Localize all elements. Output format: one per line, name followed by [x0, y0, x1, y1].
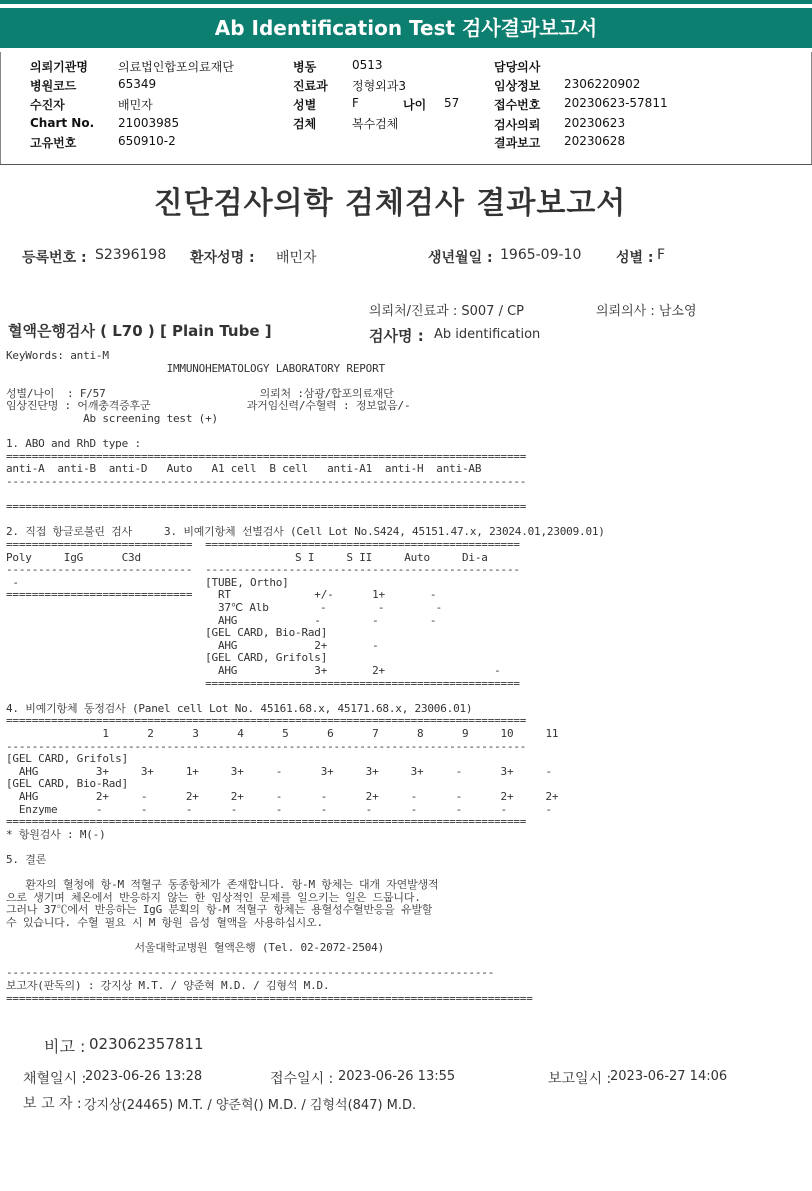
report-body: [6, 350, 806, 1010]
report-body-line: IMMUNOHEMATOLOGY LABORATORY REPORT: [6, 362, 385, 375]
report-body-line: 성별/나이 : F/57 의뢰처 :삼광/합포의료재단: [6, 387, 394, 400]
sex-value: F: [657, 247, 666, 263]
report-body-line: AHG 2+ -: [6, 639, 379, 652]
header-value: 2306220902: [564, 77, 641, 91]
patient-name-value: 배민자: [276, 250, 317, 266]
collection-time-value: 2023-06-26 13:28: [85, 1069, 203, 1084]
report-body-line: AHG 2+ - 2+ 2+ - - 2+ - - 2+ 2+: [6, 791, 559, 803]
report-body-line: ----------------------------------------------------------------------------: [6, 967, 495, 980]
report-body-line: 1. ABO and RhD type :: [6, 438, 141, 451]
birthdate-value: 1965-09-10: [500, 247, 582, 263]
report-body-line: ============================= RT +/- 1+ -: [6, 589, 437, 602]
header-label: 의뢰기관명: [30, 60, 88, 74]
report-body-line: ==================================================================================: [6, 992, 533, 1005]
remark-label: 비고 :: [44, 1037, 86, 1056]
header-value: 복수검체: [352, 117, 399, 131]
top-accent-rule: [0, 0, 812, 4]
document-heading: 진단검사의학 검체검사 결과보고서: [153, 186, 627, 221]
report-body-line: 37℃ Alb - - -: [6, 602, 443, 614]
ordering-doctor-line: 의뢰의사 : 남소영: [596, 304, 697, 319]
report-body-line: 4. 비예기항체 동정검사 (Panel cell Lot No. 45161.68.x, 45171.68.x, 23006.01): [6, 702, 473, 715]
header-label: 진료과: [293, 79, 328, 93]
report-body-line: KeyWords: anti-M: [6, 350, 109, 362]
header-value: 20230623: [564, 116, 626, 130]
report-body-line: ============================= =================================================: [6, 539, 520, 551]
header-value: 의료법인합포의료재단: [118, 60, 234, 74]
header-value: 57: [444, 96, 460, 110]
header-value: 0513: [352, 58, 383, 72]
report-body-line: 수 있습니다. 수혈 필요 시 M 항원 음성 혈액을 사용하십시오.: [6, 917, 323, 929]
report-body-line: 5. 결론: [6, 854, 47, 866]
header-label: 담당의사: [494, 60, 541, 74]
report-title-bar: [0, 8, 812, 48]
test-name-value: Ab identification: [434, 327, 541, 342]
report-body-line: 환자의 혈청에 항-M 적혈구 동종항체가 존재합니다. 항-M 항체는 대개 자연발생적: [6, 879, 439, 892]
reporter-label: 보 고 자 :: [23, 1096, 82, 1112]
report-body-line: 1 2 3 4 5 6 7 8 9 10 11: [6, 728, 559, 740]
header-label: Chart No.: [30, 116, 95, 130]
report-body-line: ----------------------------- -------------------------------------------------: [6, 564, 520, 577]
report-body-line: [GEL CARD, Bio-Rad]: [6, 627, 328, 640]
report-body-line: 으로 생기며 체온에서 반응하지 않는 한 임상적인 문제를 일으키는 일은 드뭅니다.: [6, 891, 421, 904]
report-body-line: 임상진단명 : 어깨충격증후군 과거임신력/수혈력 : 정보없음/-: [6, 400, 411, 413]
department-line: 의뢰처/진료과 : S007 / CP: [369, 304, 524, 319]
header-value: F: [352, 96, 359, 110]
report-body-line: [GEL CARD, Grifols]: [6, 652, 328, 665]
header-value: 정형외과3: [352, 79, 407, 93]
report-body-line: ---------------------------------------------------------------------------------: [6, 476, 527, 488]
report-body-line: =================================================================================: [6, 450, 527, 463]
header-value: 65349: [118, 77, 157, 91]
birthdate-label: 생년월일 :: [428, 250, 493, 266]
report-body-line: AHG 3+ 2+ -: [6, 665, 501, 677]
test-group-title: 혈액은행검사 ( L70 ) [ Plain Tube ]: [8, 322, 272, 340]
report-body-line: anti-A anti-B anti-D Auto A1 cell B cell anti-A1 anti-H anti-AB: [6, 463, 482, 476]
patient-name-label: 환자성명 :: [190, 250, 255, 266]
header-label: 검체: [293, 117, 317, 131]
test-name-label: 검사명 :: [369, 327, 424, 345]
header-value: 21003985: [118, 116, 180, 130]
header-value: 20230623-57811: [564, 96, 668, 110]
report-time-value: 2023-06-27 14:06: [610, 1069, 728, 1084]
report-body-line: AHG - - -: [6, 614, 437, 627]
report-body-line: - [TUBE, Ortho]: [6, 576, 289, 589]
header-label: 병원코드: [30, 79, 77, 93]
report-body-line: 보고자(판독의) : 강지상 M.T. / 양준혁 M.D. / 김형석 M.D.: [6, 980, 330, 992]
report-title: Ab Identification Test 검사결과보고서: [214, 16, 598, 40]
header-label: 병동: [293, 60, 317, 74]
remark-value: 023062357811: [89, 1035, 204, 1053]
registration-value: S2396198: [95, 247, 167, 263]
header-value: 650910-2: [118, 134, 176, 148]
report-body-line: [GEL CARD, Grifols]: [6, 753, 129, 766]
report-body-line: ---------------------------------------------------------------------------------: [6, 740, 527, 753]
report-body-line: 서울대학교병원 혈액은행 (Tel. 02-2072-2504): [6, 942, 385, 955]
header-value: 20230628: [564, 134, 626, 148]
registration-label: 등록번호 :: [22, 250, 87, 266]
header-label: 임상정보: [494, 79, 541, 93]
report-body-line: [GEL CARD, Bio-Rad]: [6, 778, 129, 791]
report-time-label: 보고일시 :: [548, 1071, 612, 1087]
receipt-time-value: 2023-06-26 13:55: [338, 1069, 456, 1084]
header-label: 결과보고: [494, 136, 541, 150]
report-body-line: Enzyme - - - - - - - - - - -: [6, 803, 552, 816]
report-body-line: =================================================================================: [6, 816, 527, 829]
header-label: 고유번호: [30, 136, 77, 150]
report-body-line: 2. 직접 항글로불린 검사 3. 비예기항체 선별검사 (Cell Lot No.S424, 45151.47.x, 23024.01,23009.01): [6, 526, 605, 539]
header-label: 수진자: [30, 98, 65, 112]
header-label: 나이: [403, 98, 427, 112]
report-body-line: 그러나 37℃에서 반응하는 IgG 분획의 항-M 적혈구 항체는 용혈성수혈반응을 유발할: [6, 904, 433, 917]
report-body-line: AHG 3+ 3+ 1+ 3+ - 3+ 3+ 3+ - 3+ -: [6, 765, 552, 778]
collection-time-label: 채혈일시 :: [23, 1071, 87, 1087]
report-body-line: Poly IgG C3d S I S II Auto Di-a: [6, 551, 488, 564]
header-label: 검사의뢰: [494, 118, 541, 132]
header-label: 성별: [293, 98, 317, 112]
header-value: 배민자: [118, 98, 153, 112]
reporter-value: 강지상(24465) M.T. / 양준혁() M.D. / 김형석(847) M.D.: [84, 1098, 417, 1113]
report-body-line: =================================================================================: [6, 501, 527, 514]
header-label: 접수번호: [494, 98, 541, 112]
receipt-time-label: 접수일시 :: [270, 1071, 334, 1087]
report-body-line: * 항원검사 : M(-): [6, 828, 106, 841]
report-body-line: =================================================: [6, 677, 520, 690]
report-body-line: Ab screening test (+): [6, 413, 218, 425]
sex-label: 성별 :: [616, 250, 654, 266]
report-body-line: =================================================================================: [6, 715, 527, 728]
